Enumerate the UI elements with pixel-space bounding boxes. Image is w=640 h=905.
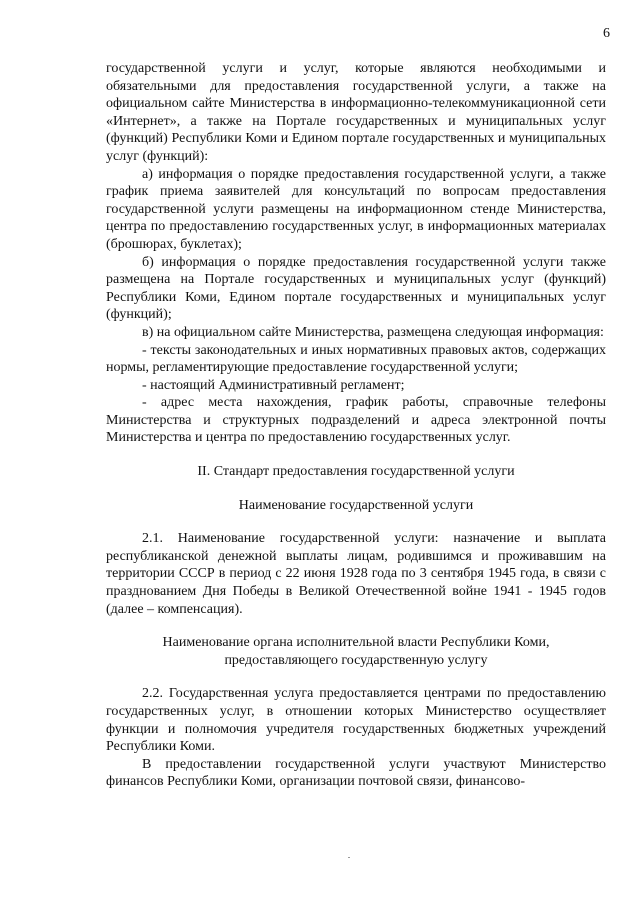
paragraph-b: б) информация о порядке предоставления государственной услуги также размещена на Портале государственных и муниципальных услуг (функций) Республики Коми, Едином портале государственных и муниципальных услуг (функций); bbox=[106, 254, 606, 323]
document-body bbox=[106, 60, 606, 791]
subheading-organ-line1: Наименование органа исполнительной власти Республики Коми, bbox=[162, 635, 550, 651]
subheading-organ-line2: предоставляющего государственную услугу bbox=[224, 652, 488, 668]
paragraph-2-1: 2.1. Наименование государственной услуги: назначение и выплата республиканской денежной выплаты лицам, родившимся и проживавшим на территории СССР в период с 22 июня 1928 года по 3 сентября 1945 года, в связи с празднованием Дня Победы в Великой Отечественной войне 1941 - 1945 годов (далее – компенсация). bbox=[106, 531, 606, 617]
page-number: 6 bbox=[603, 26, 610, 41]
paragraph-participants: В предоставлении государственной услуги участвуют Министерство финансов Республики Коми, организации почтовой связи, финансово- bbox=[106, 756, 606, 790]
page-mark bbox=[348, 857, 350, 858]
list-item-address: - адрес места нахождения, график работы, справочные телефоны Министерства и структурных подразделений и адреса электронной почты Министерства и центра по предоставлению государственных услуг. bbox=[106, 395, 606, 446]
paragraph-2-2: 2.2. Государственная услуга предоставляется центрами по предоставлению государственных услуг, в отношении которых Министерство осуществляет функции и полномочия учредителя государственных бюджетных учреждений Республики Коми. bbox=[106, 686, 606, 755]
subheading-organ bbox=[106, 634, 606, 669]
list-item-legal-acts: - тексты законодательных и иных нормативных правовых актов, содержащих нормы, регламентирующие предоставление государственной услуги; bbox=[106, 342, 606, 376]
paragraph-v: в) на официальном сайте Министерства, размещена следующая информация: bbox=[142, 324, 604, 340]
section-heading: II. Стандарт предоставления государственной услуги bbox=[197, 464, 515, 480]
paragraph-a: а) информация о порядке предоставления государственной услуги, а также график приема заявителей для консультаций по вопросам предоставления государственной услуги размещены на информационном стенде Министерства, центра по предоставлению государственных услуг, в информационных материалах (брошюрах, буклетах); bbox=[106, 166, 606, 252]
subheading-service-name: Наименование государственной услуги bbox=[238, 497, 474, 513]
paragraph-intro: государственной услуги и услуг, которые являются необходимыми и обязательными для предоставления государственной услуги, а также на официальном сайте Министерства в информационно-телекоммуникационной сети «Интернет», а также на Портале государственных и муниципальных услуг (функций) Республики Коми и Едином портале государственных и муниципальных услуг (функций): bbox=[106, 61, 606, 164]
list-item-regulation: - настоящий Административный регламент; bbox=[142, 377, 405, 393]
